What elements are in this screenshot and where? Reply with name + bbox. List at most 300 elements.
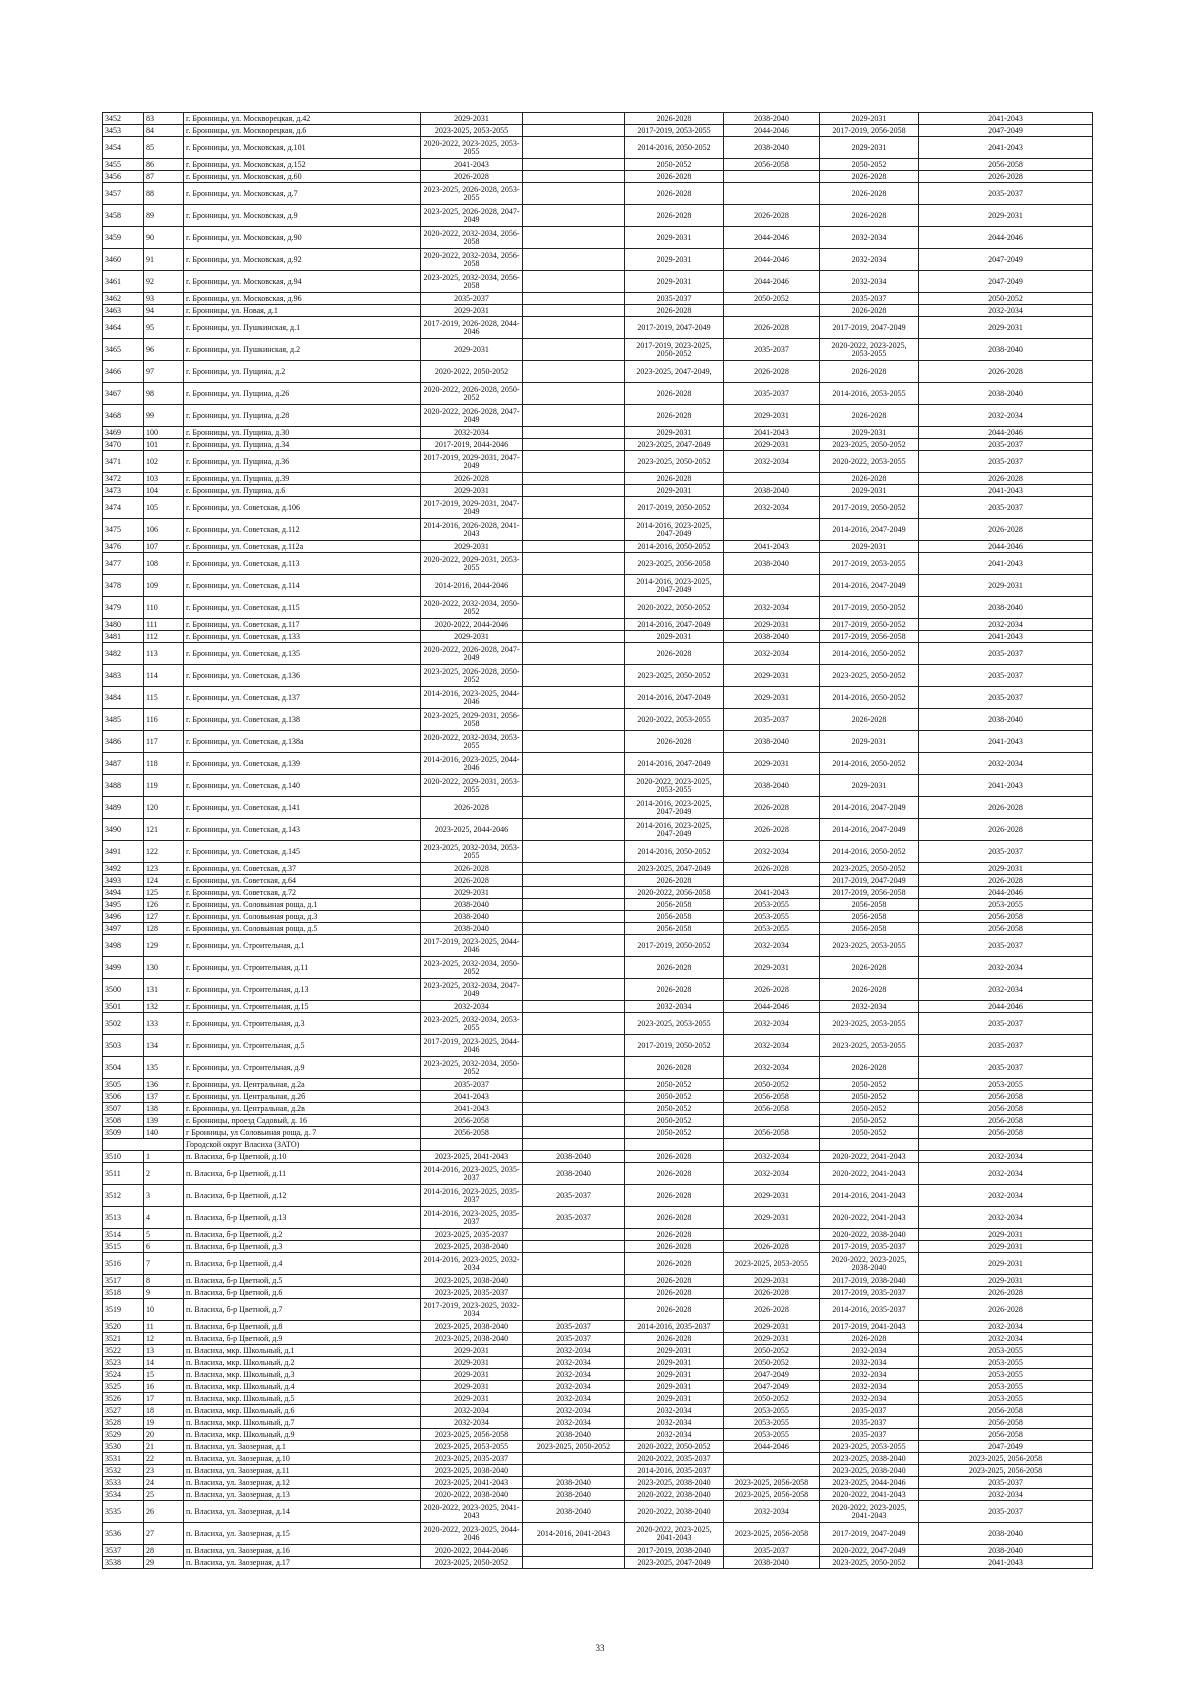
period-cell-5: 2020-2022, 2047-2049 (820, 1545, 919, 1557)
section-heading: Городской округ Власиха (ЗАТО) (184, 1139, 421, 1151)
period-cell-4: 2029-2031 (724, 753, 820, 775)
table-row (103, 1501, 1093, 1523)
period-cell-6: 2044-2046 (919, 541, 1093, 553)
period-cell-4: 2038-2040 (724, 631, 820, 643)
address-cell: г Бронницы, ул Соловьиная роща, д. 7 (184, 1127, 421, 1139)
row-number-cell: 136 (144, 1079, 184, 1091)
period-cell-1: 2020-2022, 2044-2046 (421, 619, 523, 631)
period-cell-4: 2038-2040 (724, 731, 820, 753)
address-cell: г. Бронницы, ул. Советская, д.140 (184, 775, 421, 797)
table-row (103, 249, 1093, 271)
period-cell-6: 2041-2043 (919, 113, 1093, 125)
period-cell-2: 2035-2037 (523, 1207, 625, 1229)
period-cell-5: 2029-2031 (820, 485, 919, 497)
row-number-cell: 11 (144, 1321, 184, 1333)
period-cell-3: 2026-2028 (625, 305, 724, 317)
period-cell-2 (523, 427, 625, 439)
period-cell-1: 2023-2025, 2026-2028, 2047-2049 (421, 205, 523, 227)
period-cell-2 (523, 753, 625, 775)
period-cell-2 (523, 819, 625, 841)
period-cell-5: 2050-2052 (820, 159, 919, 171)
period-cell-2 (523, 159, 625, 171)
period-cell-4: 2035-2037 (724, 709, 820, 731)
period-cell-5: 2032-2034 (820, 227, 919, 249)
period-cell-3: 2029-2031 (625, 427, 724, 439)
period-cell-3: 2014-2016, 2023-2025, 2047-2049 (625, 519, 724, 541)
period-cell-5: 2014-2016, 2047-2049 (820, 819, 919, 841)
period-cell-6: 2056-2058 (919, 1091, 1093, 1103)
period-cell-2 (523, 317, 625, 339)
table-row (103, 819, 1093, 841)
address-cell: г. Бронницы, ул. Советская, д.112а (184, 541, 421, 553)
period-cell-1: 2041-2043 (421, 159, 523, 171)
period-cell-3: 2026-2028 (625, 1185, 724, 1207)
address-cell: г. Бронницы, ул. Советская, д.143 (184, 819, 421, 841)
period-cell-5: 2017-2019, 2050-2052 (820, 619, 919, 631)
period-cell-3: 2020-2022, 2056-2058 (625, 887, 724, 899)
row-id-cell: 3509 (103, 1127, 144, 1139)
period-cell-6: 2032-2034 (919, 1321, 1093, 1333)
period-cell-5: 2035-2037 (820, 1417, 919, 1429)
table-row (103, 687, 1093, 709)
row-id-cell: 3531 (103, 1453, 144, 1465)
table-row (103, 1345, 1093, 1357)
period-cell-3: 2026-2028 (625, 383, 724, 405)
period-cell-5: 2017-2019, 2047-2049 (820, 1523, 919, 1545)
address-cell: г. Бронницы, ул. Московская, д.7 (184, 183, 421, 205)
period-cell-4 (724, 183, 820, 205)
period-cell-3: 2023-2025, 2047-2049, (625, 361, 724, 383)
row-id-cell: 3505 (103, 1079, 144, 1091)
period-cell-1: 2020-2022, 2026-2028, 2047-2049 (421, 405, 523, 427)
period-cell-1: 2032-2034 (421, 1417, 523, 1429)
period-cell-3: 2020-2022, 2038-2040 (625, 1501, 724, 1523)
period-cell-2 (523, 1545, 625, 1557)
row-number-cell: 23 (144, 1465, 184, 1477)
table-row (103, 899, 1093, 911)
address-cell: г. Бронницы, ул. Соловьиная роща, д.1 (184, 899, 421, 911)
period-cell-6: 2035-2037 (919, 935, 1093, 957)
table-row (103, 1013, 1093, 1035)
row-number-cell: 4 (144, 1207, 184, 1229)
period-cell-1: 2023-2025, 2038-2040 (421, 1333, 523, 1345)
period-cell-3: 2014-2016, 2035-2037 (625, 1321, 724, 1333)
period-cell-4: 2032-2034 (724, 1057, 820, 1079)
address-cell: п. Власиха, ул. Заозерная, д.11 (184, 1465, 421, 1477)
period-cell-6: 2053-2055 (919, 1357, 1093, 1369)
period-cell-5: 2026-2028 (820, 405, 919, 427)
period-cell-3: 2026-2028 (625, 1275, 724, 1287)
address-cell: г. Бронницы, ул. Советская, д.113 (184, 553, 421, 575)
table-row (103, 1333, 1093, 1345)
row-number-cell: 20 (144, 1429, 184, 1441)
address-cell: г. Бронницы, ул. Москворецкая, д.6 (184, 125, 421, 137)
row-id-cell: 3523 (103, 1357, 144, 1369)
table-row (103, 1057, 1093, 1079)
section-empty-cell (820, 1139, 919, 1151)
period-cell-5: 2017-2019, 2035-2037 (820, 1241, 919, 1253)
period-cell-1: 2014-2016, 2023-2025, 2035-2037 (421, 1207, 523, 1229)
row-id-cell: 3533 (103, 1477, 144, 1489)
table-row (103, 519, 1093, 541)
address-cell: г. Бронницы, ул. Пущина, д.34 (184, 439, 421, 451)
row-id-cell: 3483 (103, 665, 144, 687)
period-cell-6: 2026-2028 (919, 797, 1093, 819)
period-cell-5: 2026-2028 (820, 361, 919, 383)
period-cell-2: 2032-2034 (523, 1381, 625, 1393)
period-cell-2 (523, 405, 625, 427)
period-cell-4: 2032-2034 (724, 1035, 820, 1057)
period-cell-2 (523, 643, 625, 665)
period-cell-6: 2035-2037 (919, 1035, 1093, 1057)
table-row (103, 1207, 1093, 1229)
row-id-cell: 3484 (103, 687, 144, 709)
period-cell-5: 2014-2016, 2050-2052 (820, 643, 919, 665)
table-row (103, 1393, 1093, 1405)
period-cell-2: 2038-2040 (523, 1163, 625, 1185)
table-row (103, 485, 1093, 497)
period-cell-5: 2017-2019, 2056-2058 (820, 631, 919, 643)
period-cell-6: 2023-2025, 2056-2058 (919, 1453, 1093, 1465)
row-id-cell: 3535 (103, 1501, 144, 1523)
period-cell-2: 2032-2034 (523, 1369, 625, 1381)
period-cell-1: 2023-2025, 2053-2055 (421, 1441, 523, 1453)
period-cell-2 (523, 631, 625, 643)
period-cell-2: 2032-2034 (523, 1405, 625, 1417)
period-cell-5: 2014-2016, 2047-2049 (820, 519, 919, 541)
period-cell-1: 2029-2031 (421, 631, 523, 643)
period-cell-4 (724, 1453, 820, 1465)
period-cell-5: 2020-2022, 2023-2025, 2053-2055 (820, 339, 919, 361)
period-cell-4: 2044-2046 (724, 249, 820, 271)
row-number-cell: 13 (144, 1345, 184, 1357)
period-cell-5: 2020-2022, 2038-2040 (820, 1229, 919, 1241)
period-cell-4: 2053-2055 (724, 899, 820, 911)
row-id-cell: 3506 (103, 1091, 144, 1103)
period-cell-6: 2056-2058 (919, 1103, 1093, 1115)
address-cell: г. Бронницы, ул. Пушкинская, д.2 (184, 339, 421, 361)
period-cell-6: 2035-2037 (919, 1477, 1093, 1489)
row-number-cell: 28 (144, 1545, 184, 1557)
period-cell-1: 2032-2034 (421, 427, 523, 439)
row-number-cell: 130 (144, 957, 184, 979)
table-row (103, 1115, 1093, 1127)
row-number-cell: 117 (144, 731, 184, 753)
period-cell-5: 2050-2052 (820, 1115, 919, 1127)
period-cell-4: 2038-2040 (724, 553, 820, 575)
period-cell-2 (523, 485, 625, 497)
period-cell-3: 2014-2016, 2050-2052 (625, 137, 724, 159)
period-cell-5: 2017-2019, 2056-2058 (820, 125, 919, 137)
row-number-cell: 114 (144, 665, 184, 687)
schedule-sheet (102, 112, 1092, 1569)
address-cell: г. Бронницы, ул. Новая, д.1 (184, 305, 421, 317)
period-cell-1: 2038-2040 (421, 911, 523, 923)
row-id-cell: 3461 (103, 271, 144, 293)
period-cell-6: 2032-2034 (919, 405, 1093, 427)
period-cell-6: 2026-2028 (919, 875, 1093, 887)
address-cell: г. Бронницы, ул. Пущина, д.6 (184, 485, 421, 497)
period-cell-5: 2032-2034 (820, 1393, 919, 1405)
row-number-cell: 8 (144, 1275, 184, 1287)
address-cell: г. Бронницы, ул. Соловьиная роща, д.5 (184, 923, 421, 935)
table-row (103, 1001, 1093, 1013)
period-cell-4: 2032-2034 (724, 1501, 820, 1523)
period-cell-3: 2020-2022, 2023-2025, 2041-2043 (625, 1523, 724, 1545)
table-row (103, 1035, 1093, 1057)
period-cell-1: 2023-2025, 2044-2046 (421, 819, 523, 841)
row-id-cell: 3479 (103, 597, 144, 619)
table-row (103, 271, 1093, 293)
row-id-cell: 3492 (103, 863, 144, 875)
period-cell-2 (523, 1127, 625, 1139)
row-id-cell: 3536 (103, 1523, 144, 1545)
period-cell-1: 2032-2034 (421, 1405, 523, 1417)
period-cell-3: 2029-2031 (625, 1381, 724, 1393)
table-row (103, 1381, 1093, 1393)
period-cell-4: 2023-2025, 2056-2058 (724, 1489, 820, 1501)
row-id-cell: 3515 (103, 1241, 144, 1253)
row-id-cell: 3511 (103, 1163, 144, 1185)
row-number-cell: 135 (144, 1057, 184, 1079)
period-cell-3: 2026-2028 (625, 875, 724, 887)
row-id-cell: 3526 (103, 1393, 144, 1405)
row-number-cell: 132 (144, 1001, 184, 1013)
period-cell-3: 2023-2025, 2056-2058 (625, 553, 724, 575)
period-cell-4: 2023-2025, 2056-2058 (724, 1477, 820, 1489)
period-cell-5: 2014-2016, 2035-2037 (820, 1299, 919, 1321)
period-cell-6: 2035-2037 (919, 1501, 1093, 1523)
row-number-cell: 99 (144, 405, 184, 427)
period-cell-6: 2029-2031 (919, 1241, 1093, 1253)
row-number-cell: 22 (144, 1453, 184, 1465)
period-cell-2 (523, 575, 625, 597)
period-cell-2 (523, 597, 625, 619)
period-cell-5: 2056-2058 (820, 899, 919, 911)
row-number-cell: 121 (144, 819, 184, 841)
period-cell-4: 2029-2031 (724, 1275, 820, 1287)
period-cell-6: 2035-2037 (919, 643, 1093, 665)
period-cell-1: 2020-2022, 2044-2046 (421, 1545, 523, 1557)
period-cell-3: 2026-2028 (625, 1207, 724, 1229)
period-cell-5: 2014-2016, 2047-2049 (820, 575, 919, 597)
address-cell: г. Бронницы, ул. Советская, д.145 (184, 841, 421, 863)
table-row (103, 361, 1093, 383)
period-cell-3: 2014-2016, 2047-2049 (625, 687, 724, 709)
address-cell: г. Бронницы, ул. Советская, д.117 (184, 619, 421, 631)
period-cell-1: 2029-2031 (421, 1393, 523, 1405)
period-cell-5: 2017-2019, 2035-2037 (820, 1287, 919, 1299)
period-cell-3: 2029-2031 (625, 1369, 724, 1381)
row-id-cell: 3460 (103, 249, 144, 271)
table-row (103, 159, 1093, 171)
period-cell-4: 2044-2046 (724, 271, 820, 293)
row-number-cell: 113 (144, 643, 184, 665)
period-cell-3: 2017-2019, 2023-2025, 2050-2052 (625, 339, 724, 361)
period-cell-6: 2032-2034 (919, 1185, 1093, 1207)
address-cell: п. Власиха, ул. Заозерная, д.15 (184, 1523, 421, 1545)
row-id-cell: 3520 (103, 1321, 144, 1333)
period-cell-2 (523, 841, 625, 863)
period-cell-5: 2017-2019, 2050-2052 (820, 597, 919, 619)
period-cell-4: 2032-2034 (724, 597, 820, 619)
address-cell: п. Власиха, б-р Цветной, д.5 (184, 1275, 421, 1287)
row-number-cell: 18 (144, 1405, 184, 1417)
table-row (103, 1151, 1093, 1163)
address-cell: п. Власиха, ул. Заозерная, д.12 (184, 1477, 421, 1489)
period-cell-4 (724, 171, 820, 183)
table-row (103, 451, 1093, 473)
period-cell-2 (523, 519, 625, 541)
period-cell-3: 2026-2028 (625, 205, 724, 227)
period-cell-2 (523, 439, 625, 451)
period-cell-2: 2032-2034 (523, 1393, 625, 1405)
period-cell-2: 2035-2037 (523, 1321, 625, 1333)
period-cell-1: 2029-2031 (421, 1381, 523, 1393)
row-id-cell: 3502 (103, 1013, 144, 1035)
period-cell-4: 2029-2031 (724, 1185, 820, 1207)
table-row (103, 665, 1093, 687)
period-cell-2 (523, 1465, 625, 1477)
row-id-cell: 3482 (103, 643, 144, 665)
address-cell: г. Бронницы, ул. Советская, д.72 (184, 887, 421, 899)
period-cell-5: 2026-2028 (820, 1333, 919, 1345)
period-cell-2 (523, 1229, 625, 1241)
period-cell-6: 2032-2034 (919, 1163, 1093, 1185)
period-cell-1: 2038-2040 (421, 899, 523, 911)
period-cell-5: 2050-2052 (820, 1091, 919, 1103)
row-id-cell: 3467 (103, 383, 144, 405)
address-cell: г. Бронницы, ул. Пущина, д.26 (184, 383, 421, 405)
period-cell-2 (523, 497, 625, 519)
row-id-cell: 3530 (103, 1441, 144, 1453)
row-number-cell: 5 (144, 1229, 184, 1241)
address-cell: г. Бронницы, ул. Московская, д.96 (184, 293, 421, 305)
period-cell-2 (523, 271, 625, 293)
table-row (103, 1429, 1093, 1441)
period-cell-6: 2029-2031 (919, 1229, 1093, 1241)
period-cell-5: 2023-2025, 2044-2046 (820, 1477, 919, 1489)
period-cell-5: 2014-2016, 2050-2052 (820, 753, 919, 775)
period-cell-2: 2032-2034 (523, 1357, 625, 1369)
period-cell-4: 2029-2031 (724, 1333, 820, 1345)
period-cell-6: 2032-2034 (919, 1333, 1093, 1345)
period-cell-2: 2038-2040 (523, 1429, 625, 1441)
period-cell-6: 2029-2031 (919, 1275, 1093, 1287)
address-cell: г. Бронницы, ул. Москворецкая, д.42 (184, 113, 421, 125)
period-cell-5: 2032-2034 (820, 1001, 919, 1013)
row-number-cell: 116 (144, 709, 184, 731)
period-cell-3: 2026-2028 (625, 473, 724, 485)
row-number-cell: 6 (144, 1241, 184, 1253)
row-id-cell: 3454 (103, 137, 144, 159)
period-cell-1: 2023-2025, 2035-2037 (421, 1229, 523, 1241)
period-cell-4: 2026-2028 (724, 361, 820, 383)
period-cell-3: 2017-2019, 2050-2052 (625, 1035, 724, 1057)
period-cell-5: 2017-2019, 2047-2049 (820, 317, 919, 339)
row-id-cell: 3459 (103, 227, 144, 249)
period-cell-1: 2023-2025, 2029-2031, 2056-2058 (421, 709, 523, 731)
period-cell-3: 2050-2052 (625, 1079, 724, 1091)
period-cell-3: 2029-2031 (625, 631, 724, 643)
period-cell-1: 2029-2031 (421, 113, 523, 125)
period-cell-2 (523, 1115, 625, 1127)
table-row (103, 1489, 1093, 1501)
period-cell-4: 2029-2031 (724, 687, 820, 709)
period-cell-2 (523, 1557, 625, 1569)
period-cell-4 (724, 519, 820, 541)
period-cell-6: 2026-2028 (919, 1287, 1093, 1299)
table-row (103, 553, 1093, 575)
row-number-cell: 100 (144, 427, 184, 439)
period-cell-1: 2023-2025, 2032-2034, 2050-2052 (421, 957, 523, 979)
period-cell-3: 2014-2016, 2023-2025, 2047-2049 (625, 575, 724, 597)
period-cell-1: 2017-2019, 2026-2028, 2044-2046 (421, 317, 523, 339)
period-cell-2 (523, 899, 625, 911)
period-cell-6: 2056-2058 (919, 1127, 1093, 1139)
row-id-cell: 3466 (103, 361, 144, 383)
row-number-cell: 109 (144, 575, 184, 597)
period-cell-2 (523, 1013, 625, 1035)
period-cell-3: 2026-2028 (625, 1253, 724, 1275)
period-cell-3: 2029-2031 (625, 1393, 724, 1405)
period-cell-1: 2023-2025, 2041-2043 (421, 1477, 523, 1489)
period-cell-1: 2023-2025, 2038-2040 (421, 1241, 523, 1253)
period-cell-6: 2056-2058 (919, 1405, 1093, 1417)
period-cell-6: 2053-2055 (919, 1369, 1093, 1381)
period-cell-1: 2020-2022, 2029-2031, 2053-2055 (421, 775, 523, 797)
row-number-cell: 9 (144, 1287, 184, 1299)
table-row (103, 1465, 1093, 1477)
period-cell-2 (523, 935, 625, 957)
period-cell-4: 2026-2028 (724, 979, 820, 1001)
period-cell-6: 2026-2028 (919, 473, 1093, 485)
period-cell-5: 2026-2028 (820, 171, 919, 183)
period-cell-6: 2032-2034 (919, 1151, 1093, 1163)
period-cell-3: 2026-2028 (625, 1163, 724, 1185)
period-cell-1: 2023-2025, 2026-2028, 2053-2055 (421, 183, 523, 205)
period-cell-4: 2026-2028 (724, 205, 820, 227)
period-cell-4: 2053-2055 (724, 1417, 820, 1429)
address-cell: г. Бронницы, ул. Строительная, д.13 (184, 979, 421, 1001)
row-id-cell: 3463 (103, 305, 144, 317)
period-cell-4 (724, 1115, 820, 1127)
period-cell-5: 2035-2037 (820, 293, 919, 305)
period-cell-1: 2020-2022, 2029-2031, 2053-2055 (421, 553, 523, 575)
row-number-cell: 94 (144, 305, 184, 317)
row-number-cell: 138 (144, 1103, 184, 1115)
table-row (103, 979, 1093, 1001)
period-cell-1: 2023-2025, 2038-2040 (421, 1275, 523, 1287)
period-cell-3: 2026-2028 (625, 1057, 724, 1079)
row-number-cell: 125 (144, 887, 184, 899)
address-cell: п. Власиха, мкр. Школьный, д.9 (184, 1429, 421, 1441)
period-cell-3: 2026-2028 (625, 183, 724, 205)
row-number-cell: 29 (144, 1557, 184, 1569)
row-id-cell: 3499 (103, 957, 144, 979)
table-row (103, 1299, 1093, 1321)
address-cell: г. Бронницы, ул. Московская, д.101 (184, 137, 421, 159)
period-cell-2 (523, 1287, 625, 1299)
period-cell-1: 2035-2037 (421, 1079, 523, 1091)
period-cell-1: 2029-2031 (421, 1345, 523, 1357)
period-cell-2 (523, 383, 625, 405)
table-row (103, 1369, 1093, 1381)
period-cell-4: 2050-2052 (724, 1357, 820, 1369)
address-cell: г. Бронницы, ул. Московская, д.152 (184, 159, 421, 171)
row-id-cell: 3488 (103, 775, 144, 797)
period-cell-6: 2053-2055 (919, 1079, 1093, 1091)
